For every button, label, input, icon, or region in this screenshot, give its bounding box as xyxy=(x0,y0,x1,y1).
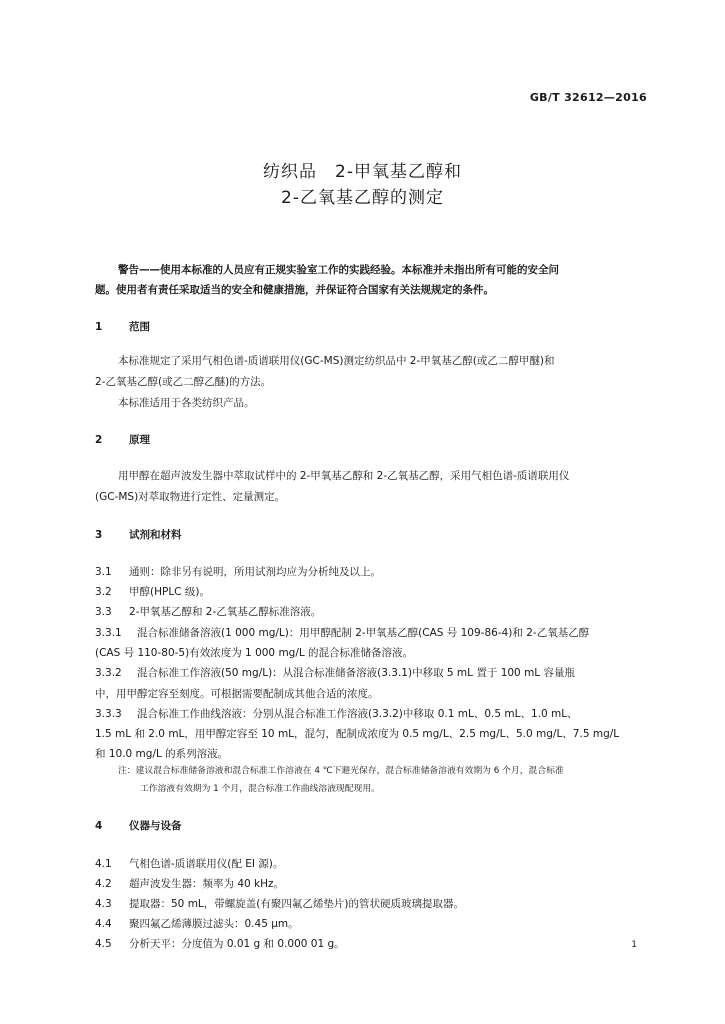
item-text: 混合标准工作曲线溶液：分别从混合标准工作溶液(3.3.2)中移取 0.1 mL、0.5 mL、1.0 mL、 xyxy=(137,708,578,720)
page-number: 1 xyxy=(631,940,637,950)
item-text: 超声波发生器：频率为 40 kHz。 xyxy=(129,878,285,890)
item-3-3-3-line-1 xyxy=(95,706,578,723)
scope-paragraph-1-line-1: 本标准规定了采用气相色谱-质谱联用仪(GC-MS)测定纺织品中 2-甲氧基乙醇(或乙二醇甲醚)和 xyxy=(118,355,555,367)
scope-paragraph-1-line-2: 2-乙氧基乙醇(或乙二醇乙醚)的方法。 xyxy=(95,376,272,388)
section-3-heading xyxy=(95,527,182,542)
principle-line-2: (GC-MS)对萃取物进行定性、定量测定。 xyxy=(95,491,286,503)
section-2-heading xyxy=(95,432,150,447)
item-text: 2-甲氧基乙醇和 2-乙氧基乙醇标准溶液。 xyxy=(129,606,322,618)
item-3-3-1-line-1 xyxy=(95,625,589,642)
section-1-heading xyxy=(95,319,150,334)
item-4-2 xyxy=(95,876,284,893)
item-number: 3.3.1 xyxy=(95,627,122,639)
item-text: 气相色谱-质谱联用仪(配 EI 源)。 xyxy=(129,858,284,870)
section-number: 3 xyxy=(95,529,103,541)
document-title-line-2: 2-乙氧基乙醇的测定 xyxy=(281,188,444,208)
item-3-3-3-line-2: 1.5 mL 和 2.0 mL，用甲醇定容至 10 mL，混匀，配制成浓度为 0.5 mg/L、2.5 mg/L、5.0 mg/L、7.5 mg/L xyxy=(95,728,620,740)
section-number: 4 xyxy=(95,820,103,832)
note-line-2: 工作溶液有效期为 1 个月，混合标准工作曲线溶液现配现用。 xyxy=(140,784,380,794)
item-3-2 xyxy=(95,584,210,601)
item-number: 4.3 xyxy=(95,898,112,910)
warning-line-2: 题。使用者有责任采取适当的安全和健康措施，并保证符合国家有关法规规定的条件。 xyxy=(95,284,494,296)
item-4-4 xyxy=(95,916,299,933)
section-number: 1 xyxy=(95,321,103,333)
item-3-3 xyxy=(95,604,321,621)
item-text: 混合标准工作溶液(50 mg/L)：从混合标准储备溶液(3.3.1)中移取 5 mL 置于 100 mL 容量瓶 xyxy=(137,667,575,679)
item-text: 提取器：50 mL，带螺旋盖(有聚四氟乙烯垫片)的管状硬质玻璃提取器。 xyxy=(129,898,464,910)
section-number: 2 xyxy=(95,434,103,446)
item-number: 3.3 xyxy=(95,606,112,618)
note-line-1: 注：建议混合标准储备溶液和混合标准工作溶液在 4 ℃下避光保存，混合标准储备溶液有效期为 6 个月，混合标准 xyxy=(118,766,564,776)
item-3-1 xyxy=(95,564,381,581)
scope-paragraph-2: 本标准适用于各类纺织产品。 xyxy=(118,397,255,409)
section-title: 原理 xyxy=(129,434,150,446)
section-title: 范围 xyxy=(129,321,150,333)
item-text: 混合标准储备溶液(1 000 mg/L)：用甲醇配制 2-甲氧基乙醇(CAS 号 109-86-4)和 2-乙氧基乙醇 xyxy=(137,627,590,639)
item-number: 3.3.3 xyxy=(95,708,122,720)
item-text: 聚四氟乙烯薄膜过滤头：0.45 μm。 xyxy=(129,918,299,930)
item-number: 4.4 xyxy=(95,918,112,930)
warning-line-1: 警告——使用本标准的人员应有正规实验室工作的实践经验。本标准并未指出所有可能的安全问 xyxy=(118,264,559,276)
item-text: 通则：除非另有说明，所用试剂均应为分析纯及以上。 xyxy=(129,566,381,578)
item-4-1 xyxy=(95,856,283,873)
item-4-5 xyxy=(95,936,345,953)
document-title-line-1: 纺织品 2-甲氧基乙醇和 xyxy=(263,162,462,182)
item-number: 4.5 xyxy=(95,938,112,950)
item-3-3-2-line-2: 中，用甲醇定容至刻度。可根据需要配制成其他合适的浓度。 xyxy=(95,688,379,700)
item-3-3-3-line-3: 和 10.0 mg/L 的系列溶液。 xyxy=(95,748,229,760)
item-4-3 xyxy=(95,896,464,913)
section-title: 试剂和材料 xyxy=(129,529,182,541)
item-3-3-1-line-2: (CAS 号 110-80-5)有效浓度为 1 000 mg/L 的混合标准储备溶液。 xyxy=(95,647,414,659)
item-text: 甲醇(HPLC 级)。 xyxy=(129,586,210,598)
item-number: 4.1 xyxy=(95,858,112,870)
item-number: 3.3.2 xyxy=(95,667,122,679)
item-number: 3.1 xyxy=(95,566,112,578)
section-4-heading xyxy=(95,818,182,833)
item-number: 3.2 xyxy=(95,586,112,598)
principle-line-1: 用甲醇在超声波发生器中萃取试样中的 2-甲氧基乙醇和 2-乙氧基乙醇，采用气相色谱-质谱联用仪 xyxy=(118,470,570,482)
item-number: 4.2 xyxy=(95,878,112,890)
section-title: 仪器与设备 xyxy=(129,820,182,832)
standard-number: GB/T 32612—2016 xyxy=(529,91,647,104)
item-3-3-2-line-1 xyxy=(95,665,575,682)
item-text: 分析天平：分度值为 0.01 g 和 0.000 01 g。 xyxy=(129,938,345,950)
